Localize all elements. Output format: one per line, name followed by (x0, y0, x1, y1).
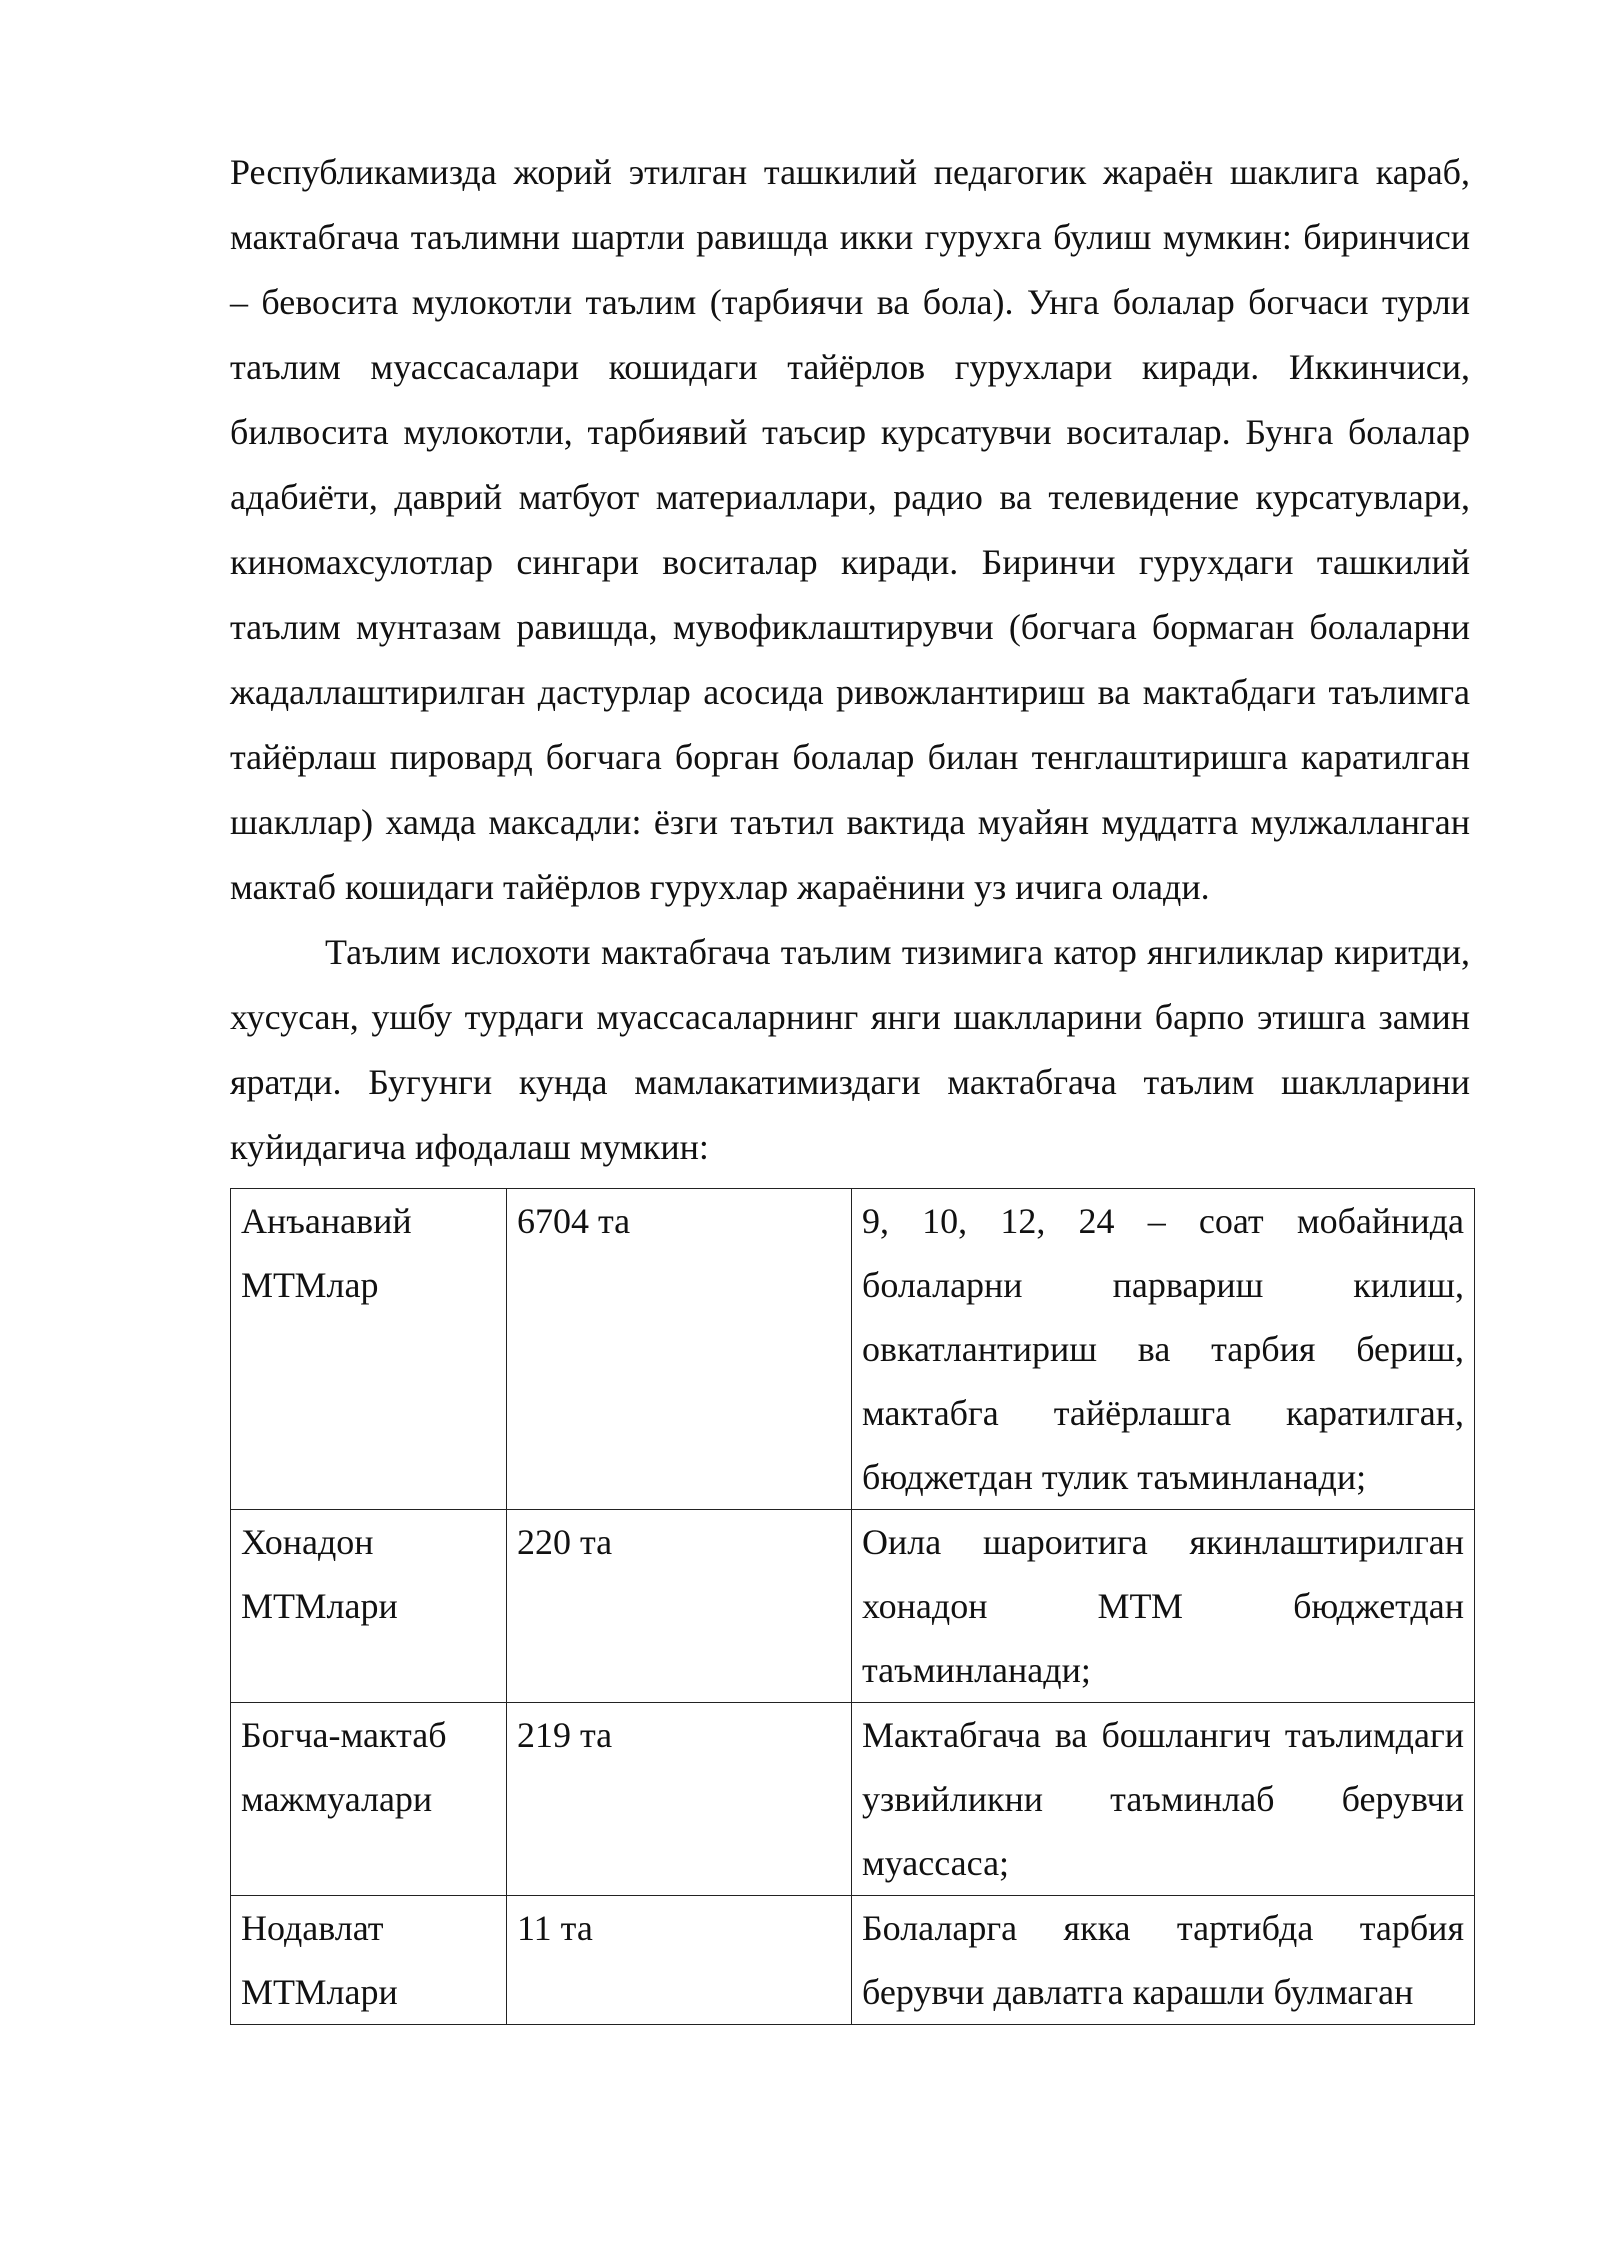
table-row (231, 1189, 1475, 1510)
institution-description-cell: Оила шароитига якинлаштирилган хонадон МТМ бюджетдан таъминланади; (852, 1510, 1475, 1703)
institution-count-cell: 6704 та (507, 1189, 852, 1510)
paragraph-reform: Таълим ислохоти мактабгача таълим тизимига катор янгиликлар киритди, хусусан, ушбу турдаги муассасаларнинг янги шаклларини барпо этишга замин яратди. Бугунги кунда мамлакатимиздаги мактабгача таълим шаклларини куйидагича ифодалаш мумкин: (230, 932, 1470, 1167)
institution-type-cell: Нодавлат МТМлари (231, 1896, 507, 2025)
institution-description-cell: Мактабгача ва бошлангич таълимдаги узвийликни таъминлаб берувчи муассаса; (852, 1703, 1475, 1896)
institution-type-cell: Богча-мактаб мажмуалари (231, 1703, 507, 1896)
institution-count-cell: 11 та (507, 1896, 852, 2025)
document-page (230, 140, 1470, 2025)
table-row (231, 1896, 1475, 2025)
institution-count-cell: 220 та (507, 1510, 852, 1703)
institution-description-cell: Болаларга якка тартибда тарбия берувчи давлатга карашли булмаган (852, 1896, 1475, 2025)
table-row (231, 1510, 1475, 1703)
paragraph-intro: Республикамизда жорий этилган ташкилий педагогик жараён шаклига караб, мактабгача таълимни шартли равишда икки гурухга булиш мумкин: биринчиси – бевосита мулокотли таълим (тарбиячи ва бола). Унга болалар богчаси турли таълим муассасалари кошидаги тайёрлов гурухлари киради. Иккинчиси, билвосита мулокотли, тарбиявий таъсир курсатувчи воситалар. Бунга болалар адабиёти, даврий матбуот материаллари, радио ва телевидение курсатувлари, киномахсулотлар сингари воситалар киради. Биринчи гурухдаги ташкилий таълим мунтазам равишда, мувофиклаштирувчи (богчага бормаган болаларни жадаллаштирилган дастурлар асосида ривожлантириш ва мактабдаги таълимга тайёрлаш пировард богчага борган болалар билан тенглаштиришга каратилган шакллар) хамда максадли: ёзги таътил вактида муайян муддатга мулжалланган мактаб кошидаги тайёрлов гурухлар жараёнини уз ичига олади. (230, 152, 1470, 907)
institution-description-cell: 9, 10, 12, 24 – соат мобайнида болаларни парвариш килиш, овкатлантириш ва тарбия бериш, мактабга тайёрлашга каратилган, бюджетдан тулик таъминланади; (852, 1189, 1475, 1510)
institution-type-cell: Хонадон МТМлари (231, 1510, 507, 1703)
preschool-forms-table (230, 1188, 1475, 2025)
institution-type-cell: Анъанавий МТМлар (231, 1189, 507, 1510)
institution-count-cell: 219 та (507, 1703, 852, 1896)
table-row (231, 1703, 1475, 1896)
